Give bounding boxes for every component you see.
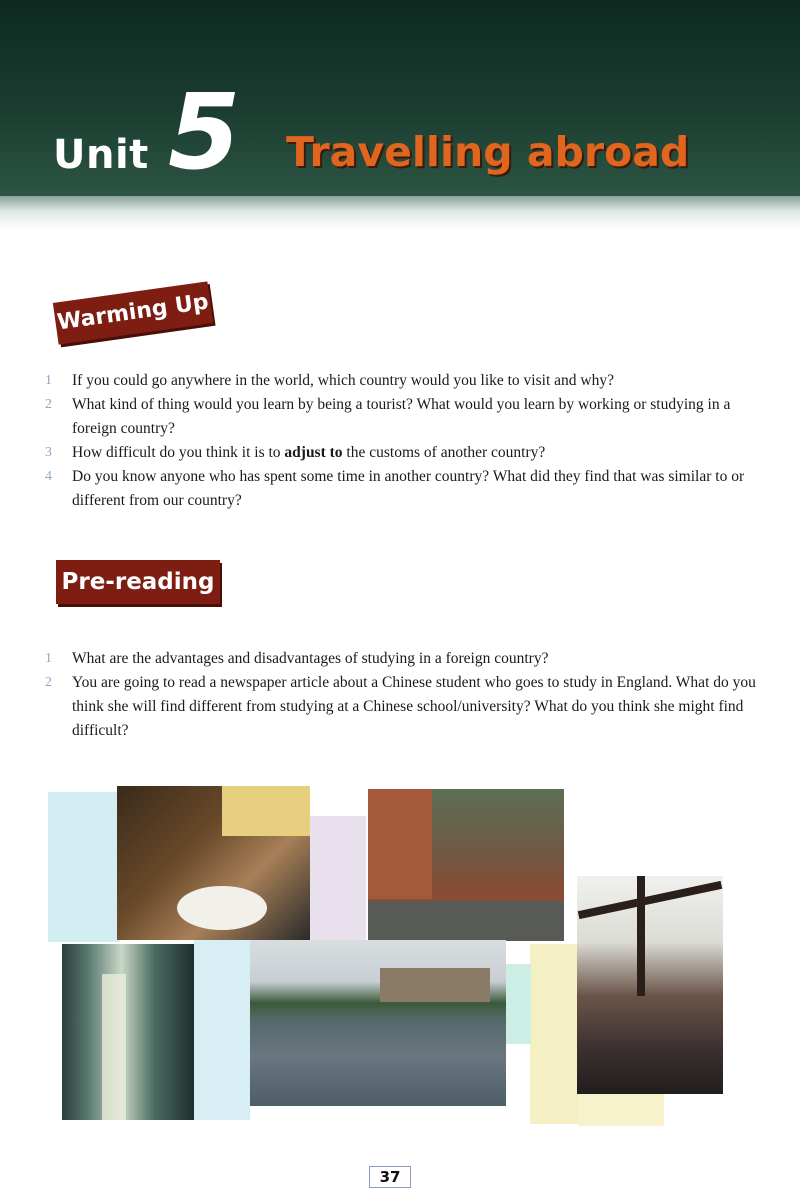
pre-reading-heading: Pre-reading xyxy=(56,560,220,604)
question-text: What kind of thing would you learn by being a tourist? What would you learn by working or studying in a foreign country? xyxy=(72,396,731,437)
photo-detail xyxy=(368,789,432,899)
unit-label: Unit xyxy=(53,132,149,178)
photo-detail xyxy=(368,901,564,941)
banner-fade xyxy=(0,196,800,230)
collage-backdrop xyxy=(48,792,120,942)
photo-detail xyxy=(637,876,645,996)
question-item xyxy=(45,393,745,441)
collage-backdrop xyxy=(310,816,366,944)
question-text: You are going to read a newspaper article about a Chinese student who goes to study in England. What do you think she will find different from studying at a Chinese school/university? What do you think she might find difficult? xyxy=(72,674,756,739)
warming-up-questions xyxy=(45,369,745,513)
question-item xyxy=(45,465,745,513)
photo-detail xyxy=(177,886,267,930)
photo-dining-hall xyxy=(577,876,723,1094)
question-item xyxy=(45,647,760,671)
collage-backdrop xyxy=(530,944,578,1124)
question-text-start: How difficult do you think it is to xyxy=(72,444,285,461)
warming-up-heading: Warming Up xyxy=(53,281,213,344)
photo-river-rowing xyxy=(250,940,506,1106)
photo-library xyxy=(62,944,194,1120)
unit-title: Travelling abroad xyxy=(286,128,690,176)
key-phrase: adjust to xyxy=(284,444,343,461)
question-text: What are the advantages and disadvantages of studying in a foreign country? xyxy=(72,650,549,667)
question-text-end: the customs of another country? xyxy=(342,444,546,461)
question-text: Do you know anyone who has spent some time in another country? What did they find that was similar to or different from our country? xyxy=(72,468,745,509)
question-number: 3 xyxy=(45,445,52,460)
question-number: 1 xyxy=(45,373,52,388)
unit-number: 5 xyxy=(168,71,241,193)
question-item xyxy=(45,441,745,465)
photo-detail xyxy=(578,881,722,919)
photo-campus xyxy=(368,789,564,941)
question-number: 4 xyxy=(45,469,52,484)
pre-reading-questions xyxy=(45,647,760,743)
question-item xyxy=(45,369,745,393)
collage-backdrop xyxy=(194,940,250,1120)
photo-detail xyxy=(380,968,490,1002)
question-number: 1 xyxy=(45,651,52,666)
collage-backdrop xyxy=(578,1090,664,1126)
photo-detail xyxy=(222,786,310,836)
photo-detail xyxy=(102,974,126,1120)
question-number: 2 xyxy=(45,675,52,690)
collage-backdrop xyxy=(505,964,531,1044)
question-item xyxy=(45,671,760,743)
photo-classroom xyxy=(117,786,310,940)
question-text: If you could go anywhere in the world, which country would you like to visit and why? xyxy=(72,372,614,389)
question-number: 2 xyxy=(45,397,52,412)
page-number: 37 xyxy=(369,1166,411,1188)
